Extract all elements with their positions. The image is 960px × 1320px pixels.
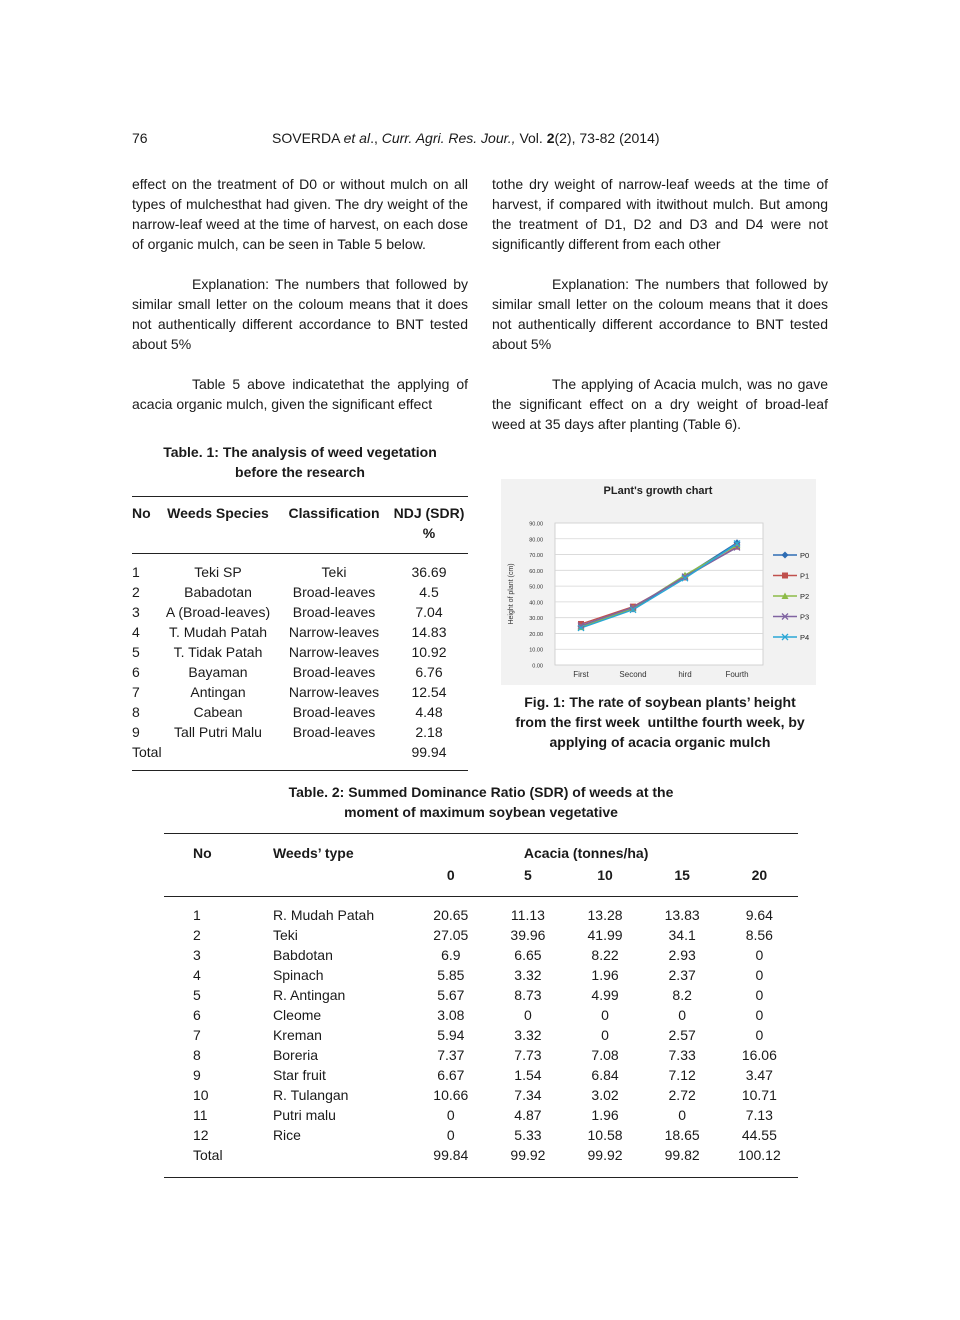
table1-cell-classification: Broad-leaves [292,664,376,680]
table2-cell-value: 41.99 [587,927,623,943]
table1-row [132,662,468,682]
table2-row [164,1085,798,1105]
table1-cell-species: Teki SP [194,564,242,580]
table2-row [164,945,798,965]
table2-cell-value: 3.32 [514,1027,542,1043]
right-column [492,174,828,434]
table2-cell-value: 2.93 [668,947,696,963]
table1-row [132,702,468,722]
table2-row [164,965,798,985]
table2-cell-value: 0 [601,1007,609,1023]
table2-cell-value: 0 [755,1007,764,1023]
table2-row [164,1025,798,1045]
running-head-authors: SOVERDA [272,130,340,146]
table2-cell-no: 1 [193,907,201,923]
table1-cell-no: 6 [132,664,140,680]
table1-cell-no: 5 [132,644,140,660]
chart-x-tick-label: First [573,670,589,679]
table2-cell-value: 10.66 [433,1087,469,1103]
table2-row [164,1045,798,1065]
table2-cell-value: 3.32 [514,967,542,983]
table2-cell-no: 8 [193,1047,201,1063]
table1-total-label: Total [132,744,162,760]
table2-cell-value: 0 [755,947,764,963]
table2-cell-value: 8.56 [745,927,773,943]
table2-header-dose: 0 [412,864,489,897]
table2-cell-value: 6.65 [514,947,542,963]
table2-cell-value: 10.71 [741,1087,777,1103]
table2-cell-value: 0 [755,967,764,983]
chart-y-tick-label: 80.00 [529,537,543,544]
table1-cell-ndj: 14.83 [411,624,447,640]
table2-caption-line2: moment of maximum soybean vegetative [344,804,618,820]
table1-cell-ndj: 7.04 [415,604,443,620]
table2-cell-type: Kreman [272,1027,322,1043]
table2-cell-value: 5.94 [437,1027,465,1043]
table2-cell-no: 6 [193,1007,201,1023]
table2-cell-value: 27.05 [433,927,469,943]
table1-cell-no: 8 [132,704,140,720]
chart-y-axis-label: Height of plant (cm) [508,563,515,625]
table1-cell-species: Bayaman [188,664,248,680]
table2-cell-value: 0 [678,1107,687,1123]
table1-cell-ndj: 4.5 [419,584,439,600]
table2-cell-type: Babdotan [272,947,333,963]
table1-header-ndj-unit: % [422,525,436,541]
table1-caption-line2: before the research [235,464,365,480]
table2-row [164,1065,798,1085]
table2-header-dose: 20 [721,864,798,897]
table2-header-blank-no [164,864,273,897]
table2-cell-type: Spinach [272,967,324,983]
table1 [132,496,468,771]
table2-cell-value: 5.85 [437,967,465,983]
table1-cell-ndj: 12.54 [411,684,447,700]
table1-cell-classification: Narrow-leaves [288,624,380,640]
table1-total-value: 99.94 [411,744,447,760]
table1-cell-no: 9 [132,724,140,740]
table2-cell-value: 44.55 [741,1127,777,1143]
table2-body [164,897,798,1178]
table2-row [164,1005,798,1025]
table2-total-blank [273,1145,412,1178]
table2-cell-value: 3.47 [745,1067,773,1083]
table1-cell-ndj: 6.76 [415,664,443,680]
table2-row [164,1125,798,1145]
chart-y-tick-label: 70.00 [529,553,543,560]
right-paragraph-3: The applying of Acacia mulch, was no gave the significant effect on a dry weight of broad-leaf weed at 35 days after planting (Table 6). [492,376,828,432]
table2-cell-value: 18.65 [664,1127,700,1143]
table2-cell-value: 39.96 [510,927,546,943]
running-head-vol-label: Vol. [519,130,543,146]
table2-total-value: 99.92 [510,1147,546,1163]
table1-body [132,554,468,771]
table2 [164,833,798,1178]
left-paragraph-2: Explanation: The numbers that followed by similar small letter on the coloum means that it does not authentically different accordance to BNT tested about 5% [132,276,468,352]
figure1-caption-line2: from the first week untilthe fourth week, by [515,714,805,730]
table2-cell-type: R. Antingan [272,987,346,1003]
table1-cell-ndj: 10.92 [411,644,447,660]
table2-cell-value: 0 [601,1027,609,1043]
chart-legend-label: P0 [800,551,810,560]
table1-header-no: No [132,497,158,554]
table1-cell-classification: Broad-leaves [292,724,376,740]
table2-cell-value: 16.06 [741,1047,777,1063]
chart-y-tick-label: 50.00 [529,584,543,591]
table2-cell-value: 1.96 [591,967,619,983]
chart-legend-label: P4 [800,633,810,642]
table1-cell-no: 7 [132,684,140,700]
figure1-caption-line3: applying of acacia organic mulch [549,734,771,750]
table2-cell-value: 6.9 [441,947,461,963]
table2-header-acacia [412,834,798,865]
chart-legend-label: P3 [800,612,810,622]
table2-cell-value: 34.1 [668,927,696,943]
table2-cell-value: 0 [446,1107,455,1123]
table2-cell-value: 6.84 [591,1067,619,1083]
table1-cell-ndj: 2.18 [415,724,443,740]
table2-header-dose: 15 [644,864,721,897]
table2-header-no: No [193,845,212,861]
table2-cell-no: 2 [193,927,201,943]
table2-cell-value: 5.33 [514,1127,542,1143]
table2-cell-value: 4.87 [514,1107,542,1123]
table2-header-dose: 5 [489,864,566,897]
table2-cell-no: 3 [193,947,201,963]
table2-cell-value: 8.2 [672,987,692,1003]
table2-cell-value: 1.96 [591,1107,619,1123]
table1-cell-classification: Broad-leaves [292,704,376,720]
table2-cell-value: 6.67 [437,1067,465,1083]
table1-cell-no: 2 [132,584,140,600]
table2-cell-no: 10 [193,1087,209,1103]
table2-cell-value: 7.37 [437,1047,465,1063]
table1-caption-line1: Table. 1: The analysis of weed vegetation [163,444,437,460]
table1-cell-classification: Teki [321,564,347,580]
table1-cell-no: 3 [132,604,140,620]
table2-cell-type: R. Tulangan [272,1087,349,1103]
figure1-chart [501,479,816,685]
table1-cell-species: A (Broad-leaves) [165,604,271,620]
table2-row [164,925,798,945]
chart-x-tick-label: Second [619,670,647,679]
table2-cell-no: 7 [193,1027,201,1043]
table2-cell-value: 2.37 [668,967,696,983]
page-number: 76 [132,130,148,146]
table2-row [164,985,798,1005]
table1-header-ndj [390,497,468,554]
figure1-caption-line1: Fig. 1: The rate of soybean plants’ height [524,694,796,710]
table2-cell-no: 12 [193,1127,209,1143]
table2-cell-value: 20.65 [433,907,469,923]
table2-cell-value: 13.28 [587,907,623,923]
table1-total-row [132,742,468,771]
table2-cell-value: 2.57 [668,1027,696,1043]
table2-cell-value: 8.22 [591,947,619,963]
table1-cell-species: Tall Putri Malu [174,724,262,740]
right-paragraph-1: tothe dry weight of narrow-leaf weeds at the time of harvest, if compared with itwithout mulch. But among the treatment of D1, D2 and D3 and D4 were not significantly different from each other [492,176,828,252]
table1-cell-classification: Narrow-leaves [288,644,380,660]
table1-header-ndj-label: NDJ (SDR) [393,505,465,521]
table2-cell-value: 7.73 [514,1047,542,1063]
table2-cell-value: 5.67 [437,987,465,1003]
table1-row [132,642,468,662]
running-head-etal: et al [343,130,371,146]
table2-row [164,1105,798,1125]
table2-cell-type: Star fruit [272,1067,326,1083]
table2-cell-value: 2.72 [668,1087,696,1103]
table2-cell-value: 10.58 [587,1127,623,1143]
running-head-volume: 2 [546,130,555,146]
chart-y-tick-label: 20.00 [529,631,543,638]
table2-cell-value: 0 [755,1027,764,1043]
table2-cell-type: Cleome [272,1007,322,1023]
table2-cell-type: R. Mudah Patah [272,907,375,923]
running-head-issue: (2), 73-82 (2014) [554,130,660,146]
table2-cell-value: 0 [524,1007,532,1023]
table2-cell-value: 7.08 [591,1047,619,1063]
table2-header-type: Weeds’ type [272,845,354,861]
table2-caption-line1: Table. 2: Summed Dominance Ratio (SDR) of weeds at the [288,784,674,800]
left-paragraph-1: effect on the treatment of D0 or without mulch on all types of mulchesthat had given. The dry weight of the narrow-leaf weed at the time of harvest, on each dose of organic mulch, can be seen in Table 5 below. [132,176,468,252]
table1-cell-species: Cabean [193,704,243,720]
table2-cell-value: 8.73 [514,987,542,1003]
table2-total-row [164,1145,798,1178]
table2-total-value: 99.92 [587,1147,623,1163]
table2-cell-value: 7.13 [745,1107,773,1123]
table1-cell-classification: Broad-leaves [292,584,376,600]
right-paragraph-2: Explanation: The numbers that followed by similar small letter on the coloum means that it does not authentically different accordance to BNT tested about 5% [492,276,828,352]
table2-cell-value: 13.83 [664,907,700,923]
chart-y-tick-label: 60.00 [529,568,543,575]
figure1-caption [492,692,828,752]
table1-cell-no: 4 [132,624,140,640]
chart-y-tick-label: 90.00 [529,521,543,528]
table1-cell-species: T. Tidak Patah [173,644,263,660]
table2-total-value: 99.84 [433,1147,469,1163]
table2-dose-row [164,864,798,897]
left-paragraph-3: Table 5 above indicatethat the applying of acacia organic mulch, given the significant effect [132,376,468,412]
table1-cell-species: Antingan [190,684,246,700]
table1-row [132,554,468,583]
table1-row [132,682,468,702]
table2-cell-value: 4.99 [591,987,619,1003]
table2-cell-value: 1.54 [514,1067,542,1083]
table2-header-blank-type [273,864,412,897]
table2-cell-no: 5 [193,987,201,1003]
table2-cell-value: 3.02 [591,1087,619,1103]
table2-cell-no: 11 [193,1107,208,1123]
table2-cell-type: Teki [272,927,298,943]
table1-cell-species: T. Mudah Patah [168,624,268,640]
chart-svg [501,479,816,685]
chart-y-tick-label: 30.00 [529,616,543,623]
table2-cell-value: 0 [678,1007,687,1023]
table1-row [132,602,468,622]
table1-row [132,582,468,602]
table1-row [132,622,468,642]
table2-cell-type: Boreria [272,1047,319,1063]
table1-caption [132,442,468,482]
chart-legend-label: P2 [800,592,810,601]
table2-total-value: 99.82 [664,1147,700,1163]
running-head-journal: Curr. Agri. Res. Jour., [381,130,516,146]
table2-cell-value: 11.13 [510,907,545,923]
table2-caption [164,782,798,822]
table1-cell-no: 1 [132,564,140,580]
chart-y-tick-label: 10.00 [529,647,543,654]
table2-cell-value: 0 [755,987,764,1003]
table2-total-value: 100.12 [737,1147,781,1163]
table2-row [164,897,798,926]
chart-title: PLant's growth chart [603,485,713,497]
table2-cell-value: 7.33 [668,1047,696,1063]
chart-y-tick-label: 0.00 [532,663,543,670]
table2-cell-value: 0 [446,1127,455,1143]
chart-point [782,552,789,559]
chart-legend-label: P1 [800,571,810,581]
chart-x-tick-label: hird [678,670,692,679]
table2-cell-value: 3.08 [437,1007,465,1023]
table2-cell-value: 9.64 [745,907,773,923]
table2-cell-value: 7.34 [514,1087,542,1103]
table1-cell-classification: Narrow-leaves [288,684,380,700]
table2-cell-type: Rice [272,1127,301,1143]
table1-cell-classification: Broad-leaves [292,604,376,620]
table2-total-label: Total [193,1147,223,1163]
running-head: SOVERDA et al., Curr. Agri. Res. Jour., Vol. 2(2), 73-82 (2014) [272,130,660,146]
table1-cell-species: Babadotan [184,584,252,600]
table1-cell-ndj: 36.69 [411,564,447,580]
chart-x-tick-label: Fourth [725,670,749,679]
table2-cell-no: 9 [193,1067,201,1083]
table2-cell-type: Putri malu [272,1107,336,1123]
table2-cell-value: 7.12 [668,1067,696,1083]
left-column [132,174,468,414]
chart-y-tick-label: 40.00 [529,600,543,607]
table1-cell-ndj: 4.48 [415,704,443,720]
table2-header-acacia-label: Acacia (tonnes/ha) [523,845,649,861]
chart-point [782,573,788,579]
table1-header-species: Weeds Species [158,497,278,554]
table1-row [132,722,468,742]
table1-header-classification: Classification [278,497,390,554]
table2-cell-no: 4 [193,967,201,983]
table2-header-dose: 10 [566,864,643,897]
